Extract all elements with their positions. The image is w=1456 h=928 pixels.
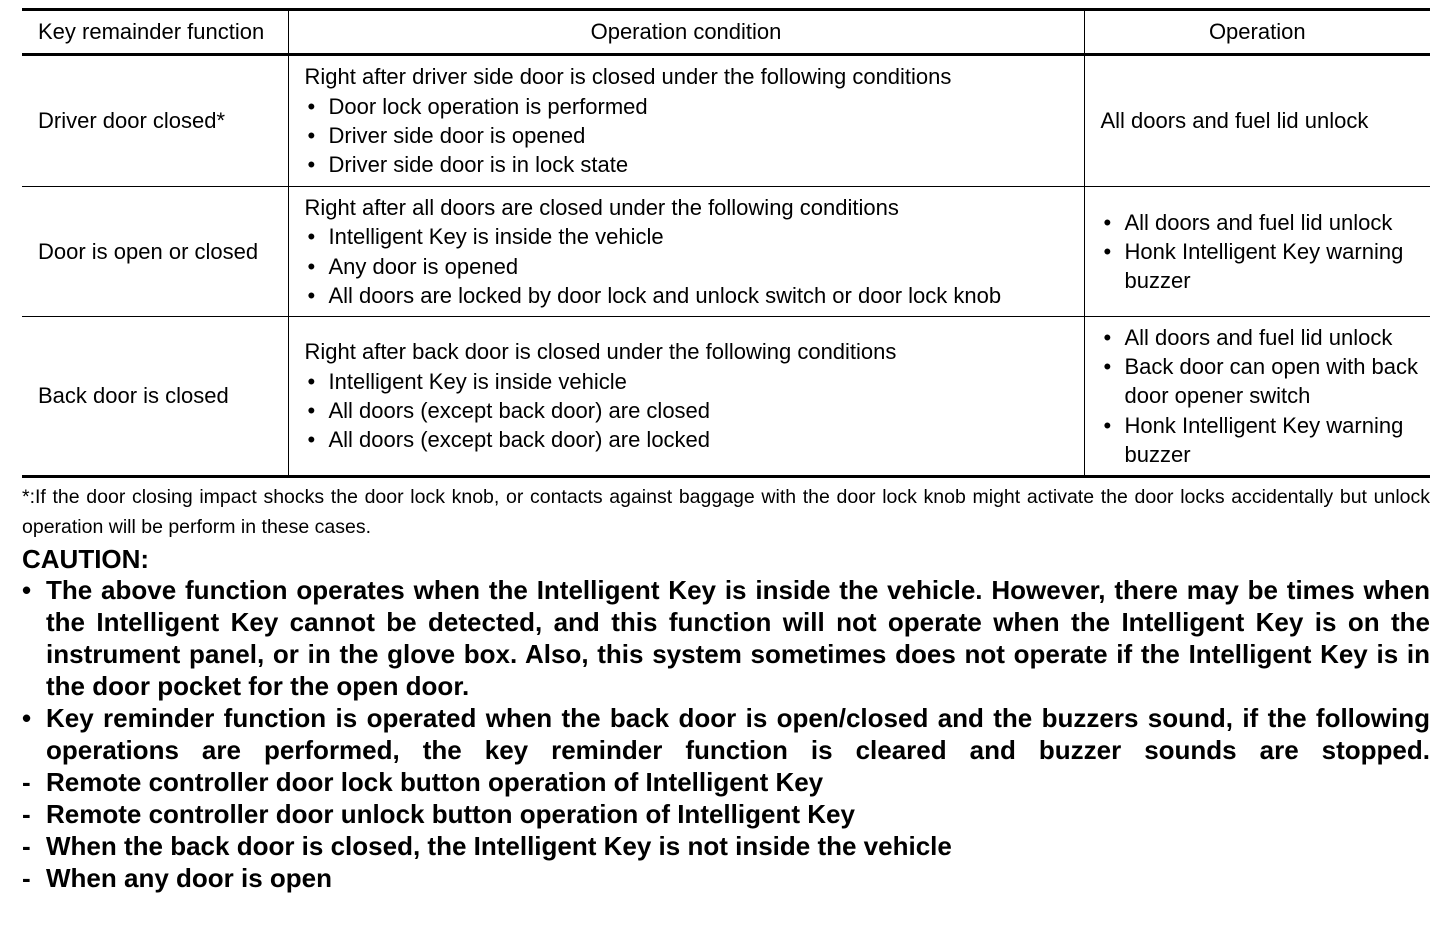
footnote: *:If the door closing impact shocks the door lock knob, or contacts against baggage with the door lock knob might activate the door locks accidentally but unlock operation will be perform in these cases. <box>22 486 1430 538</box>
dash-mark: - <box>22 799 31 829</box>
function-cell: Door is open or closed <box>22 187 288 317</box>
key-reminder-table <box>22 8 1430 478</box>
bullet-mark: • <box>22 575 32 605</box>
condition-item: • Intelligent Key is inside vehicle <box>305 367 1084 396</box>
document-page <box>22 8 1430 894</box>
caution-dash-text: Remote controller door lock button operation of Intelligent Key <box>46 767 824 797</box>
caution-list <box>22 574 1430 894</box>
operation-list <box>1101 208 1431 296</box>
operation-item: • Back door can open with back door opener switch <box>1101 352 1431 411</box>
caution-bullet-text: Key reminder function is operated when the back door is open/closed and the buzzers sound, if the following operations are performed, the key reminder function is cleared and buzzer sounds are stopped. <box>46 703 1430 765</box>
caution-dash-item <box>22 862 1430 894</box>
condition-cell <box>288 55 1084 187</box>
operation-list <box>1101 323 1431 469</box>
header-operation: Operation <box>1084 10 1430 55</box>
condition-item: • All doors (except back door) are locked <box>305 425 1084 454</box>
condition-intro: Right after back door is closed under the following conditions <box>304 339 897 365</box>
header-key-remainder-function: Key remainder function <box>22 10 288 55</box>
caution-dash-text: When any door is open <box>46 863 333 893</box>
header-operation-condition: Operation condition <box>288 10 1084 55</box>
operation-cell <box>1084 187 1430 317</box>
condition-item: • Driver side door is in lock state <box>305 150 1084 179</box>
operation-cell: All doors and fuel lid unlock <box>1084 55 1430 187</box>
dash-mark: - <box>22 831 31 861</box>
condition-item: • All doors (except back door) are closed <box>305 396 1084 425</box>
caution-dash-item <box>22 766 1430 798</box>
condition-list <box>305 222 1084 310</box>
condition-item: • Driver side door is opened <box>305 121 1084 150</box>
condition-item: • Intelligent Key is inside the vehicle <box>305 222 1084 251</box>
condition-cell <box>288 317 1084 477</box>
condition-list <box>305 367 1084 455</box>
caution-bullet <box>22 702 1430 766</box>
caution-dash-text: Remote controller door unlock button operation of Intelligent Key <box>46 799 855 829</box>
condition-item: • All doors are locked by door lock and unlock switch or door lock knob <box>305 281 1084 310</box>
function-cell: Back door is closed <box>38 383 229 409</box>
bullet-mark: • <box>22 703 32 733</box>
operation-item: • All doors and fuel lid unlock <box>1101 208 1431 237</box>
caution-dash-text: When the back door is closed, the Intelligent Key is not inside the vehicle <box>46 831 952 861</box>
table-header-row <box>22 10 1430 55</box>
condition-cell <box>288 187 1084 317</box>
operation-item: • Honk Intelligent Key warning buzzer <box>1101 237 1431 296</box>
table-row <box>22 317 1430 477</box>
caution-bullet-text: The above function operates when the Intelligent Key is inside the vehicle. However, there may be times when the Intelligent Key cannot be detected, and this function will not operate when the Intelligent Key is on the instrument panel, or in the glove box. Also, this system sometimes does not operate if the Intelligent Key is in the door pocket for the open door. <box>46 575 1430 701</box>
table-row <box>22 55 1430 187</box>
dash-mark: - <box>22 863 31 893</box>
condition-intro: Right after driver side door is closed under the following conditions <box>304 64 952 90</box>
caution-dash-item <box>22 798 1430 830</box>
dash-mark: - <box>22 767 31 797</box>
condition-intro: Right after all doors are closed under the following conditions <box>304 194 899 220</box>
caution-title: CAUTION: <box>22 544 150 574</box>
condition-item: • Door lock operation is performed <box>305 92 1084 121</box>
caution-dash-item <box>22 830 1430 862</box>
function-cell: Driver door closed* <box>22 55 288 187</box>
condition-item: • Any door is opened <box>305 252 1084 281</box>
operation-item: • All doors and fuel lid unlock <box>1101 323 1431 352</box>
caution-bullet <box>22 574 1430 702</box>
table-row <box>22 187 1430 317</box>
operation-item: • Honk Intelligent Key warning buzzer <box>1101 411 1431 470</box>
operation-cell <box>1084 317 1430 477</box>
condition-list <box>305 92 1084 180</box>
